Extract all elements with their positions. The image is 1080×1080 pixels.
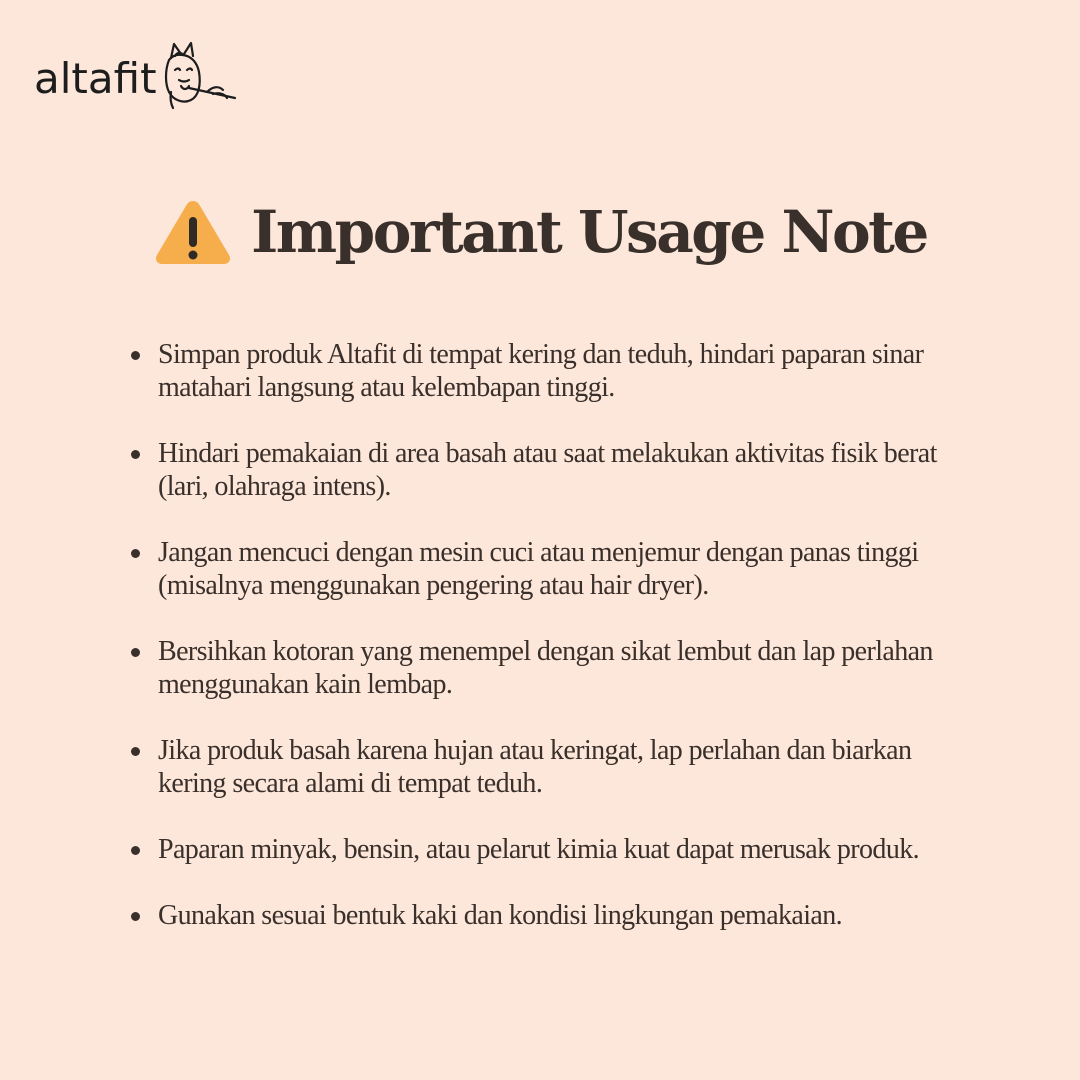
list-item: Gunakan sesuai bentuk kaki dan kondisi lingkungan pemakaian. bbox=[128, 899, 978, 932]
title-row bbox=[0, 192, 1080, 272]
list-item: Simpan produk Altafit di tempat kering dan teduh, hindari paparan sinar matahari langsung atau kelembapan tinggi. bbox=[128, 338, 978, 404]
list-item: Bersihkan kotoran yang menempel dengan sikat lembut dan lap perlahan menggunakan kain lembap. bbox=[128, 635, 978, 701]
list-item: Hindari pemakaian di area basah atau saat melakukan aktivitas fisik berat (lari, olahraga intens). bbox=[128, 437, 978, 503]
warning-icon bbox=[153, 197, 233, 267]
brand-name: altafit bbox=[34, 54, 157, 103]
brand-logo bbox=[34, 34, 237, 114]
llama-icon bbox=[157, 40, 237, 110]
list-item: Paparan minyak, bensin, atau pelarut kimia kuat dapat merusak produk. bbox=[128, 833, 978, 866]
list-item: Jika produk basah karena hujan atau keringat, lap perlahan dan biarkan kering secara alami di tempat teduh. bbox=[128, 734, 978, 800]
page-title: Important Usage Note bbox=[251, 198, 927, 266]
list-item: Jangan mencuci dengan mesin cuci atau menjemur dengan panas tinggi (misalnya menggunakan pengering atau hair dryer). bbox=[128, 536, 978, 602]
usage-notes-list bbox=[128, 338, 978, 965]
